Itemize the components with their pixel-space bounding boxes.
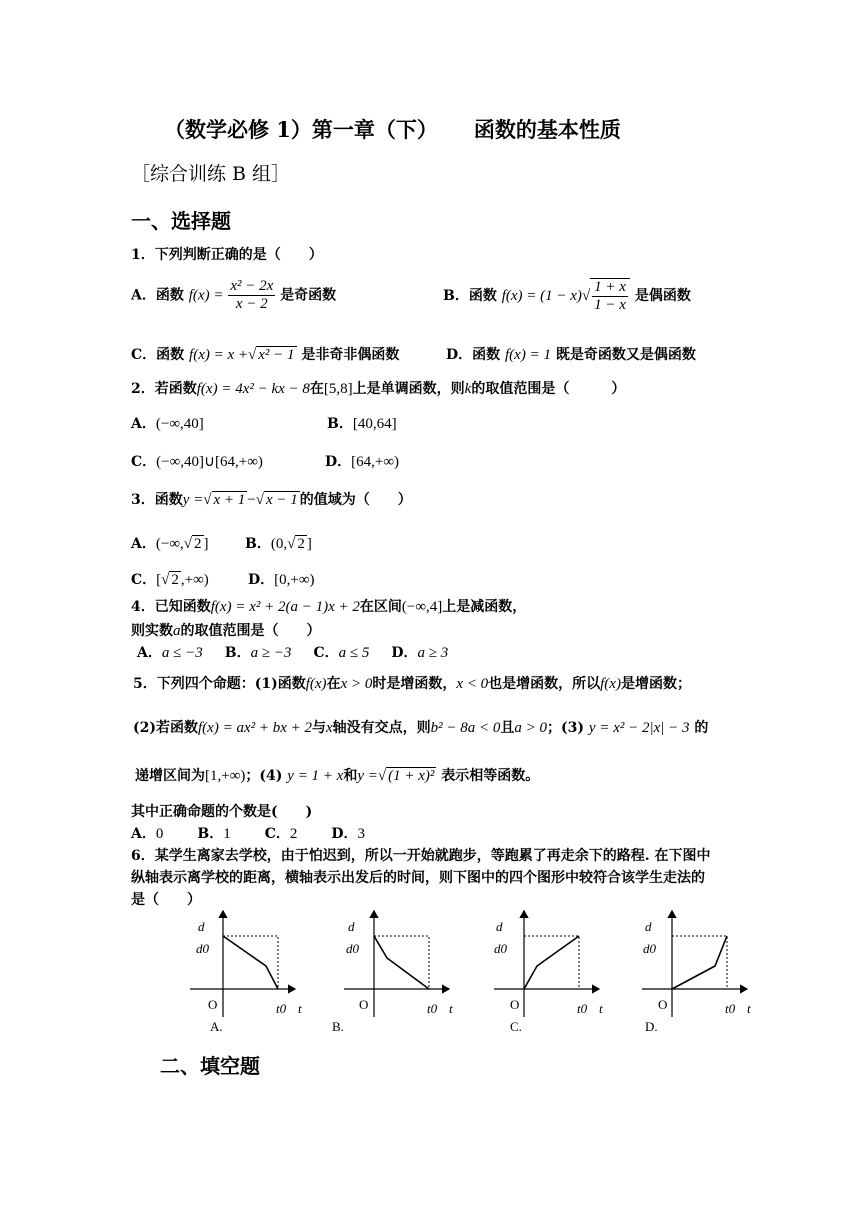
y-tick-label: d0: [494, 941, 507, 956]
q5-line2: (2)若函数f(x) = ax² + bx + 2与x轴没有交点，则b² − 8a < 0且a > 0；(3) y = x² − 2|x| − 3 的: [133, 720, 709, 736]
q2-option-a: A．(−∞,40]: [131, 416, 204, 432]
graph-d-caption: D.: [645, 1019, 658, 1034]
q3-option-d: D．[0,+∞): [248, 572, 315, 588]
origin-label: O: [208, 997, 218, 1012]
title-main: （数学必修 1）第一章（下）: [164, 117, 438, 142]
x-tick-label: t0: [276, 1001, 287, 1016]
x-tick-label: t0: [427, 1001, 438, 1016]
q3-option-c: C．[√ 2 ,+∞): [131, 572, 209, 588]
section-heading-choice: 一、选择题: [131, 209, 231, 233]
q6-line2: 纵轴表示离学校的距离，横轴表示出发后的时间，则下图中的四个图形中较符合该学生走法的: [131, 870, 705, 886]
graph-a-caption: A.: [210, 1019, 223, 1034]
page-title: [164, 114, 621, 144]
x-axis-label: t: [449, 1001, 453, 1016]
q5-line1: 5．下列四个命题：(1)函数f(x)在x > 0时是增函数，x < 0也是增函数，所以f(x)是增函数；: [133, 676, 691, 692]
origin-label: O: [359, 997, 369, 1012]
q1-stem: 1．下列判断正确的是（ ）: [131, 247, 323, 263]
q2-option-c: C．(−∞,40]∪[64,+∞): [131, 454, 263, 470]
x-tick-label: t0: [577, 1001, 588, 1016]
q2-stem: 2．若函数f(x) = 4x² − kx − 8在[5,8]上是单调函数，则k的取值范围是（ ）: [131, 381, 626, 397]
q4-stem: 4．已知函数f(x) = x² + 2(a − 1)x + 2在区间(−∞,4]上是减函数，: [131, 599, 527, 615]
y-tick-label: d0: [346, 941, 359, 956]
graph-c-caption: C.: [510, 1019, 522, 1034]
q4-options: A．a ≤ −3 B．a ≥ −3 C．a ≤ 5 D．a ≥ 3: [137, 645, 449, 661]
q1-option-a: A．函数 f(x) = $\frac{\text{x² − 2x}}{x - 2}$ 是奇函数: [131, 278, 337, 312]
y-axis-label: d: [645, 919, 652, 934]
x-axis-label: t: [747, 1001, 751, 1016]
y-tick-label: d0: [196, 941, 209, 956]
x-axis-label: t: [599, 1001, 603, 1016]
section-heading-fill: 二、填空题: [160, 1054, 260, 1078]
q6-line3: 是（ ）: [131, 892, 201, 908]
q1-option-d: D．函数 f(x) = 1 既是奇函数又是偶函数: [446, 347, 696, 363]
y-axis-label: d: [198, 919, 205, 934]
q3-option-b: B．(0,√ 2 ]: [245, 536, 312, 552]
y-axis-label: d: [496, 919, 503, 934]
origin-label: O: [658, 997, 668, 1012]
graph-a: [190, 911, 302, 1034]
origin-label: O: [510, 997, 520, 1012]
y-tick-label: d0: [643, 941, 656, 956]
q1-option-c: C．函数 f(x) = x +√ x² − 1 是非奇非偶函数: [131, 347, 400, 363]
q2-option-b: B．[40,64]: [327, 416, 397, 432]
graphs-figure: [180, 905, 800, 1045]
q5-line4: 其中正确命题的个数是( ): [131, 804, 313, 820]
q1-option-b: B．函数 f(x) = (1 − x)√ $\frac{1 + x}{1 - x}$ 是偶函数: [443, 279, 691, 313]
x-axis-label: t: [298, 1001, 302, 1016]
q6-line1: 6．某学生离家去学校，由于怕迟到，所以一开始就跑步，等跑累了再走余下的路程. 在下图中: [131, 848, 711, 864]
y-axis-label: d: [348, 919, 355, 934]
page-subtitle: ［综合训练 B 组］: [131, 163, 291, 185]
q5-line3: 递增区间为[1,+∞)；(4) y = 1 + x和y =√ (1 + x)² 表示相等函数。: [135, 768, 540, 784]
q4-stem-line2: 则实数a的取值范围是（ ）: [131, 623, 321, 639]
q2-option-d: D．[64,+∞): [325, 454, 400, 470]
graph-b: [332, 911, 453, 1034]
title-tail: 函数的基本性质: [473, 117, 621, 142]
q5-options: A．0 B．1 C．2 D．3: [131, 826, 366, 842]
graph-d: [642, 911, 751, 1034]
q3-option-a: A．(−∞,√ 2 ]: [131, 536, 209, 552]
x-tick-label: t0: [725, 1001, 736, 1016]
graph-b-caption: B.: [332, 1019, 344, 1034]
q3-stem: 3．函数y =√ x + 1 −√ x − 1 的值域为（ ）: [131, 492, 412, 508]
graph-c: [494, 911, 603, 1034]
